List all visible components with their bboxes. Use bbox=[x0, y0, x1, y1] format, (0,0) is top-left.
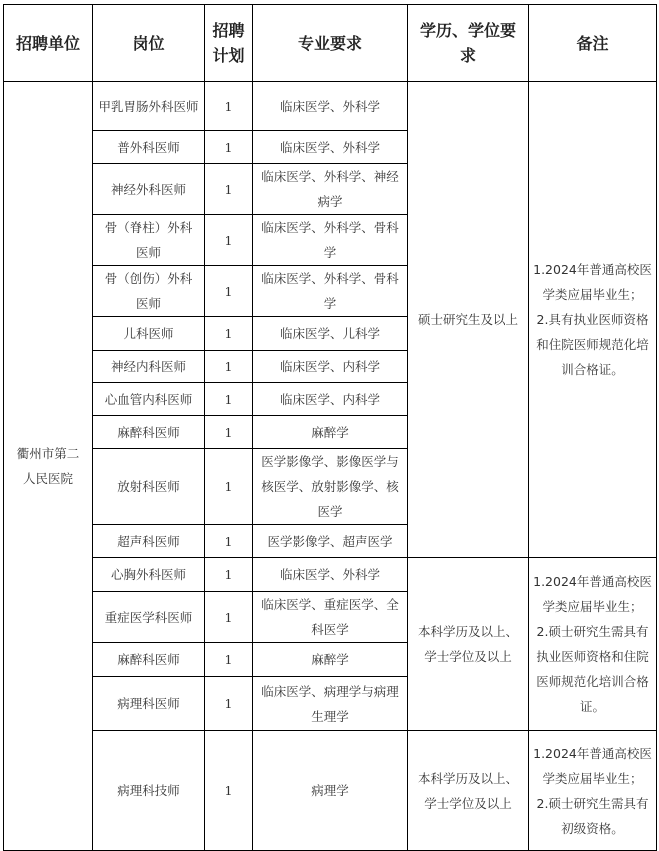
major-cell: 临床医学、儿科学 bbox=[253, 317, 408, 351]
position-cell: 骨（脊柱）外科医师 bbox=[93, 215, 205, 266]
position-cell: 骨（创伤）外科医师 bbox=[93, 266, 205, 317]
major-cell: 临床医学、外科学、骨科学 bbox=[253, 266, 408, 317]
header-education: 学历、学位要求 bbox=[408, 5, 529, 82]
header-plan: 招聘计划 bbox=[205, 5, 253, 82]
notes-cell bbox=[529, 731, 657, 851]
notes-line: 2.硕士研究生需具有执业医师资格和住院医师规范化培训合格证。 bbox=[536, 624, 649, 714]
table-row bbox=[4, 558, 657, 592]
position-cell: 麻醉科医师 bbox=[93, 643, 205, 677]
plan-cell: 1 bbox=[205, 266, 253, 317]
plan-cell: 1 bbox=[205, 525, 253, 558]
plan-cell: 1 bbox=[205, 643, 253, 677]
recruitment-table bbox=[3, 4, 657, 851]
position-cell: 心胸外科医师 bbox=[93, 558, 205, 592]
position-cell: 儿科医师 bbox=[93, 317, 205, 351]
major-cell: 临床医学、外科学、神经病学 bbox=[253, 164, 408, 215]
position-cell: 病理科医师 bbox=[93, 677, 205, 731]
position-cell: 超声科医师 bbox=[93, 525, 205, 558]
plan-cell: 1 bbox=[205, 449, 253, 525]
education-cell: 本科学历及以上、学士学位及以上 bbox=[408, 558, 529, 731]
plan-cell: 1 bbox=[205, 416, 253, 449]
plan-cell: 1 bbox=[205, 215, 253, 266]
major-cell: 麻醉学 bbox=[253, 416, 408, 449]
plan-cell: 1 bbox=[205, 82, 253, 131]
notes-line: 1.2024年普通高校医学类应届毕业生； bbox=[533, 745, 652, 786]
major-cell: 临床医学、外科学 bbox=[253, 558, 408, 592]
plan-cell: 1 bbox=[205, 351, 253, 383]
plan-cell: 1 bbox=[205, 677, 253, 731]
position-cell: 普外科医师 bbox=[93, 131, 205, 164]
header-major: 专业要求 bbox=[253, 5, 408, 82]
table-row bbox=[4, 82, 657, 131]
plan-cell: 1 bbox=[205, 592, 253, 643]
header-notes: 备注 bbox=[529, 5, 657, 82]
plan-cell: 1 bbox=[205, 317, 253, 351]
table-row bbox=[4, 731, 657, 851]
major-cell: 临床医学、病理学与病理生理学 bbox=[253, 677, 408, 731]
position-cell: 麻醉科医师 bbox=[93, 416, 205, 449]
major-cell: 临床医学、内科学 bbox=[253, 351, 408, 383]
position-cell: 重症医学科医师 bbox=[93, 592, 205, 643]
notes-line: 1.2024年普通高校医学类应届毕业生； bbox=[533, 262, 652, 302]
major-cell: 临床医学、外科学、骨科学 bbox=[253, 215, 408, 266]
plan-cell: 1 bbox=[205, 164, 253, 215]
education-cell: 本科学历及以上、学士学位及以上 bbox=[408, 731, 529, 851]
position-cell: 心血管内科医师 bbox=[93, 383, 205, 416]
plan-cell: 1 bbox=[205, 558, 253, 592]
major-cell: 临床医学、外科学 bbox=[253, 131, 408, 164]
plan-cell: 1 bbox=[205, 131, 253, 164]
notes-line: 1.2024年普通高校医学类应届毕业生； bbox=[533, 574, 652, 614]
notes-line: 2.具有执业医师资格和住院医师规范化培训合格证。 bbox=[536, 312, 649, 377]
unit-name: 衢州市第二人民医院 bbox=[4, 82, 93, 851]
major-cell: 临床医学、内科学 bbox=[253, 383, 408, 416]
position-cell: 神经内科医师 bbox=[93, 351, 205, 383]
plan-cell: 1 bbox=[205, 731, 253, 851]
major-cell: 医学影像学、影像医学与核医学、放射影像学、核医学 bbox=[253, 449, 408, 525]
education-cell: 硕士研究生及以上 bbox=[408, 82, 529, 558]
notes-cell bbox=[529, 82, 657, 558]
plan-cell: 1 bbox=[205, 383, 253, 416]
major-cell: 麻醉学 bbox=[253, 643, 408, 677]
major-cell: 医学影像学、超声医学 bbox=[253, 525, 408, 558]
position-cell: 病理科技师 bbox=[93, 731, 205, 851]
notes-cell bbox=[529, 558, 657, 731]
header-position: 岗位 bbox=[93, 5, 205, 82]
major-cell: 临床医学、重症医学、全科医学 bbox=[253, 592, 408, 643]
notes-line: 2.硕士研究生需具有初级资格。 bbox=[536, 795, 649, 836]
header-unit: 招聘单位 bbox=[4, 5, 93, 82]
major-cell: 病理学 bbox=[253, 731, 408, 851]
position-cell: 甲乳胃肠外科医师 bbox=[93, 82, 205, 131]
major-cell: 临床医学、外科学 bbox=[253, 82, 408, 131]
header-row bbox=[4, 5, 657, 82]
position-cell: 放射科医师 bbox=[93, 449, 205, 525]
position-cell: 神经外科医师 bbox=[93, 164, 205, 215]
